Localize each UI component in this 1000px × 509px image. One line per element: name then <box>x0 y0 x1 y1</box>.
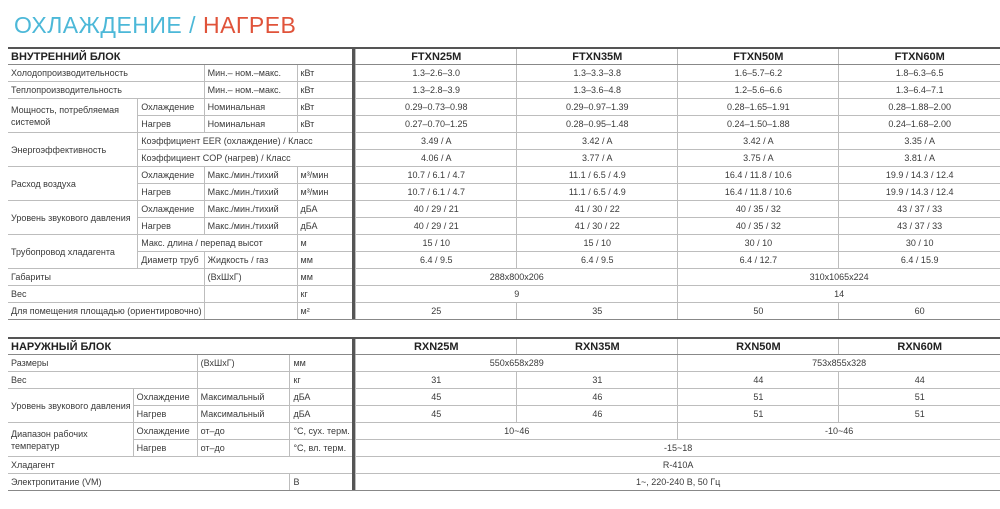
value-cell: 3.75 / A <box>678 150 839 167</box>
outdoor-unit-table <box>8 337 1000 491</box>
value-cell: 11.1 / 6.5 / 4.9 <box>517 184 678 201</box>
row-label: Расход воздуха <box>8 167 138 201</box>
row-mode: (ВхШхГ) <box>204 269 297 286</box>
value-cell: 0.27–0.70–1.25 <box>356 116 517 133</box>
value-cell: 60 <box>839 303 1000 320</box>
value-cell: 44 <box>839 372 1000 389</box>
row-unit: м <box>297 235 352 252</box>
row-unit: дБА <box>297 218 352 235</box>
row-unit: мм <box>290 355 352 372</box>
row-label: Хладагент <box>8 457 133 474</box>
row-label: Вес <box>8 286 138 303</box>
value-cell: 0.28–0.95–1.48 <box>517 116 678 133</box>
value-cell: 31 <box>356 372 517 389</box>
row-mode: Макс./мин./тихий <box>204 218 297 235</box>
row-sub: Нагрев <box>133 406 197 423</box>
table-row <box>8 252 1000 269</box>
table-row <box>8 116 1000 133</box>
value-cell: 40 / 35 / 32 <box>678 201 839 218</box>
value-cell: 19.9 / 14.3 / 12.4 <box>839 184 1000 201</box>
row-mode: Максимальный <box>197 406 290 423</box>
value-cell: 45 <box>356 406 517 423</box>
value-cell: 1~, 220-240 В, 50 Гц <box>356 474 1000 491</box>
table-row <box>8 423 1000 440</box>
row-sub: Нагрев <box>138 184 204 201</box>
value-cell: 31 <box>517 372 678 389</box>
value-cell: 9 <box>356 286 678 303</box>
value-cell: 11.1 / 6.5 / 4.9 <box>517 167 678 184</box>
row-unit: дБА <box>297 201 352 218</box>
value-cell: 41 / 30 / 22 <box>517 201 678 218</box>
value-cell: 3.49 / A <box>356 133 517 150</box>
row-unit: м³/мин <box>297 167 352 184</box>
row-label: Мощность, потребляемая системой <box>8 99 138 133</box>
indoor-header-label: ВНУТРЕННИЙ БЛОК <box>8 48 352 65</box>
row-label: Вес <box>8 372 133 389</box>
value-cell: 3.35 / A <box>839 133 1000 150</box>
table-row <box>8 99 1000 116</box>
value-cell: 43 / 37 / 33 <box>839 201 1000 218</box>
row-mode: (ВхШхГ) <box>197 355 290 372</box>
title-heating: НАГРЕВ <box>202 12 297 38</box>
row-unit: °С, сух. терм. <box>290 423 352 440</box>
row-mode: Мин.– ном.–макс. <box>204 65 297 82</box>
value-cell: 15 / 10 <box>517 235 678 252</box>
value-cell: 0.24–1.50–1.88 <box>678 116 839 133</box>
row-sub: Охлаждение <box>133 423 197 440</box>
table-row <box>8 372 1000 389</box>
row-label: Габариты <box>8 269 138 286</box>
row-mode: от–до <box>197 423 290 440</box>
row-mode: Номинальная <box>204 116 297 133</box>
value-cell: 15 / 10 <box>356 235 517 252</box>
value-cell: 1.3–2.8–3.9 <box>356 82 517 99</box>
row-unit: кВт <box>297 82 352 99</box>
value-cell: 6.4 / 12.7 <box>678 252 839 269</box>
value-cell: 310x1065x224 <box>678 269 1000 286</box>
row-mode: Максимальный <box>197 389 290 406</box>
table-row <box>8 82 1000 99</box>
value-cell: 1.3–3.6–4.8 <box>517 82 678 99</box>
outdoor-model-4: RXN60M <box>839 338 1000 355</box>
table-row <box>8 235 1000 252</box>
table-row <box>8 133 1000 150</box>
row-sub: Охлаждение <box>138 201 204 218</box>
table-row <box>8 355 1000 372</box>
value-cell: 50 <box>678 303 839 320</box>
value-cell: 45 <box>356 389 517 406</box>
value-cell: 46 <box>517 389 678 406</box>
row-unit: дБА <box>290 389 352 406</box>
row-mode: Макс./мин./тихий <box>204 201 297 218</box>
value-cell: 1.8–6.3–6.5 <box>839 65 1000 82</box>
row-mode: Коэффициент COP (нагрев) / Класс <box>138 150 352 167</box>
row-sub: Макс. длина / перепад высот <box>138 235 297 252</box>
row-unit: кВт <box>297 99 352 116</box>
value-cell: 0.29–0.73–0.98 <box>356 99 517 116</box>
row-label: Холодопроизводительность <box>8 65 138 82</box>
row-unit: м³/мин <box>297 184 352 201</box>
value-cell: 10.7 / 6.1 / 4.7 <box>356 184 517 201</box>
row-label: Энергоэффективность <box>8 133 138 167</box>
table-row <box>8 457 1000 474</box>
value-cell: 40 / 35 / 32 <box>678 218 839 235</box>
value-cell: R-410A <box>356 457 1000 474</box>
value-cell: 51 <box>678 406 839 423</box>
row-mode: Жидкость / газ <box>204 252 297 269</box>
indoor-model-3: FTXN50M <box>678 48 839 65</box>
value-cell: 25 <box>356 303 517 320</box>
value-cell: 10~46 <box>356 423 678 440</box>
row-label: Уровень звукового давления <box>8 201 138 235</box>
row-mode: от–до <box>197 440 290 457</box>
value-cell: 30 / 10 <box>839 235 1000 252</box>
table-row <box>8 440 1000 457</box>
value-cell: 16.4 / 11.8 / 10.6 <box>678 167 839 184</box>
value-cell: 3.81 / A <box>839 150 1000 167</box>
indoor-unit-table <box>8 47 1000 320</box>
row-label: Размеры <box>8 355 133 372</box>
row-label: Электропитание (VM) <box>8 474 133 491</box>
outdoor-model-3: RXN50M <box>678 338 839 355</box>
row-mode: Номинальная <box>204 99 297 116</box>
row-sub: Охлаждение <box>133 389 197 406</box>
value-cell: 1.3–6.4–7.1 <box>839 82 1000 99</box>
value-cell: 0.28–1.88–2.00 <box>839 99 1000 116</box>
value-cell: 0.29–0.97–1.39 <box>517 99 678 116</box>
value-cell: 40 / 29 / 21 <box>356 218 517 235</box>
value-cell: 19.9 / 14.3 / 12.4 <box>839 167 1000 184</box>
row-unit: °С, вл. терм. <box>290 440 352 457</box>
value-cell: 14 <box>678 286 1000 303</box>
row-unit: кг <box>290 372 352 389</box>
title-cooling: ОХЛАЖДЕНИЕ <box>14 12 183 38</box>
indoor-model-4: FTXN60M <box>839 48 1000 65</box>
table-row <box>8 218 1000 235</box>
table-row <box>8 303 1000 320</box>
table-row <box>8 201 1000 218</box>
value-cell: 0.28–1.65–1.91 <box>678 99 839 116</box>
value-cell: 51 <box>839 389 1000 406</box>
value-cell: 1.2–5.6–6.6 <box>678 82 839 99</box>
row-sub: Нагрев <box>138 218 204 235</box>
row-sub: Нагрев <box>133 440 197 457</box>
table-row <box>8 389 1000 406</box>
value-cell: 16.4 / 11.8 / 10.6 <box>678 184 839 201</box>
row-sub: Охлаждение <box>138 167 204 184</box>
table-row <box>8 167 1000 184</box>
value-cell: 6.4 / 15.9 <box>839 252 1000 269</box>
row-sub: Нагрев <box>138 116 204 133</box>
value-cell: 3.42 / A <box>678 133 839 150</box>
value-cell: 51 <box>678 389 839 406</box>
value-cell: 550x658x289 <box>356 355 678 372</box>
row-unit: кВт <box>297 116 352 133</box>
value-cell: 4.06 / A <box>356 150 517 167</box>
value-cell: 3.77 / A <box>517 150 678 167</box>
value-cell: -10~46 <box>678 423 1000 440</box>
value-cell: 35 <box>517 303 678 320</box>
value-cell: 43 / 37 / 33 <box>839 218 1000 235</box>
row-unit: кВт <box>297 65 352 82</box>
table-row <box>8 65 1000 82</box>
row-label: Теплопроизводительность <box>8 82 138 99</box>
row-sub: Охлаждение <box>138 99 204 116</box>
value-cell: 1.3–3.3–3.8 <box>517 65 678 82</box>
row-label: Для помещения площадью (ориентировочно) <box>8 303 204 320</box>
table-row <box>8 269 1000 286</box>
indoor-model-2: FTXN35M <box>517 48 678 65</box>
indoor-model-1: FTXN25M <box>356 48 517 65</box>
page-title <box>14 12 296 39</box>
table-row <box>8 184 1000 201</box>
row-unit: м² <box>297 303 352 320</box>
value-cell: 44 <box>678 372 839 389</box>
row-mode: Мин.– ном.–макс. <box>204 82 297 99</box>
value-cell: 753x855x328 <box>678 355 1000 372</box>
value-cell: 41 / 30 / 22 <box>517 218 678 235</box>
value-cell: 1.6–5.7–6.2 <box>678 65 839 82</box>
value-cell: 40 / 29 / 21 <box>356 201 517 218</box>
row-unit: мм <box>297 269 352 286</box>
value-cell: 6.4 / 9.5 <box>517 252 678 269</box>
table-row <box>8 286 1000 303</box>
table-row <box>8 406 1000 423</box>
value-cell: 6.4 / 9.5 <box>356 252 517 269</box>
value-cell: 10.7 / 6.1 / 4.7 <box>356 167 517 184</box>
row-unit: мм <box>297 252 352 269</box>
value-cell: 3.42 / A <box>517 133 678 150</box>
value-cell: 30 / 10 <box>678 235 839 252</box>
row-sub: Диаметр труб <box>138 252 204 269</box>
row-mode: Макс./мин./тихий <box>204 184 297 201</box>
title-separator: / <box>182 12 203 38</box>
outdoor-model-1: RXN25M <box>356 338 517 355</box>
row-label: Диапазон рабочих температур <box>8 423 133 457</box>
value-cell: 1.3–2.6–3.0 <box>356 65 517 82</box>
row-unit: кг <box>297 286 352 303</box>
value-cell: 0.24–1.68–2.00 <box>839 116 1000 133</box>
row-unit: В <box>290 474 352 491</box>
value-cell: 51 <box>839 406 1000 423</box>
outdoor-header-label: НАРУЖНЫЙ БЛОК <box>8 338 352 355</box>
outdoor-header-row <box>8 338 1000 355</box>
value-cell: 288x800x206 <box>356 269 678 286</box>
row-unit: дБА <box>290 406 352 423</box>
table-row <box>8 474 1000 491</box>
row-label: Уровень звукового давления <box>8 389 133 423</box>
indoor-header-row <box>8 48 1000 65</box>
row-label: Трубопровод хладагента <box>8 235 138 269</box>
row-mode: Коэффициент EER (охлаждение) / Класс <box>138 133 352 150</box>
table-row <box>8 150 1000 167</box>
row-mode: Макс./мин./тихий <box>204 167 297 184</box>
value-cell: 46 <box>517 406 678 423</box>
value-cell: -15~18 <box>356 440 1000 457</box>
outdoor-model-2: RXN35M <box>517 338 678 355</box>
